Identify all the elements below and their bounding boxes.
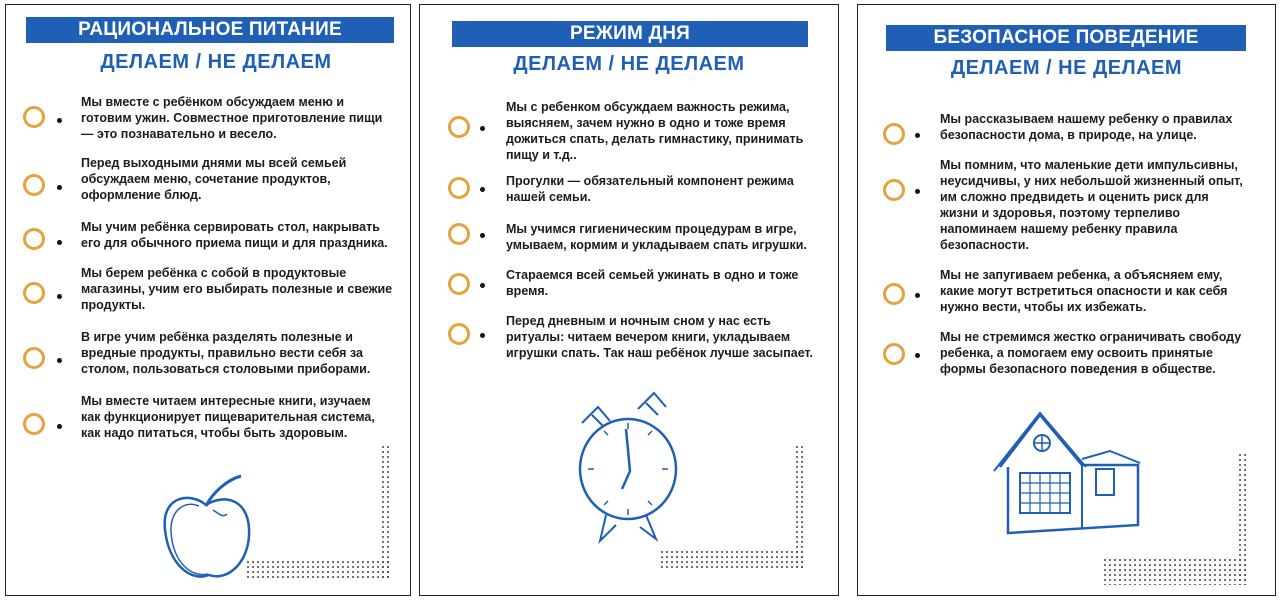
apple-icon <box>151 470 261 590</box>
bullet-circle-icon <box>23 347 45 369</box>
card-subtitle: ДЕЛАЕМ / НЕ ДЕЛАЕМ <box>100 51 332 73</box>
bullet-dot-icon <box>480 126 485 131</box>
bullet-circle-icon <box>448 323 470 345</box>
bullet-circle-icon <box>448 177 470 199</box>
bullet-dot-icon <box>915 133 920 138</box>
card-title: БЕЗОПАСНОЕ ПОВЕДЕНИЕ <box>886 25 1246 51</box>
bullet-dot-icon <box>57 424 62 429</box>
bullet-dot-icon <box>57 294 62 299</box>
bullet-circle-icon <box>883 123 905 145</box>
card-title: РЕЖИМ ДНЯ <box>452 21 808 47</box>
card-title: РАЦИОНАЛЬНОЕ ПИТАНИЕ <box>26 17 394 43</box>
dot-pattern-decoration <box>660 445 810 575</box>
bullet-dot-icon <box>915 353 920 358</box>
bullet-circle-icon <box>883 283 905 305</box>
bullet-dot-icon <box>480 233 485 238</box>
bullet-dot-icon <box>57 185 62 190</box>
bullet-circle-icon <box>448 273 470 295</box>
bullet-dot-icon <box>57 240 62 245</box>
bullet-dot-icon <box>915 189 920 194</box>
bullet-circle-icon <box>883 179 905 201</box>
bullet-circle-icon <box>23 174 45 196</box>
bullet-circle-icon <box>23 106 45 128</box>
bullet-dot-icon <box>480 333 485 338</box>
bullet-circle-icon <box>23 282 45 304</box>
bullet-circle-icon <box>448 116 470 138</box>
bullet-circle-icon <box>23 413 45 435</box>
card-safe-behavior: БЕЗОПАСНОЕ ПОВЕДЕНИЕ ДЕЛАЕМ / НЕ ДЕЛАЕМ Мы рассказываем нашему ребенку о правилах безопасности дома, в природе, на улице. Мы помним, что маленькие дети импульсивны, неусидчивы, у них небольшой жизненный опыт, им сложно предвидеть и оценить риск для жизни и здоровья, поэтому терпеливо напоминаем нашему ребенку правила безопасности. Мы не запугиваем ребенка, а объясняем ему, какие могут встретиться опасности и как себя нужно вести, чтобы их избежать. Мы не стремимся жестко ограничивать свободу ребенка, а помогаем ему освоить принятые формы безопасного поведения в обществе. <box>857 4 1276 596</box>
bullet-circle-icon <box>23 228 45 250</box>
bullet-circle-icon <box>448 223 470 245</box>
dot-pattern-decoration <box>1103 453 1253 589</box>
bullet-dot-icon <box>915 293 920 298</box>
bullet-dot-icon <box>480 283 485 288</box>
bullet-circle-icon <box>883 343 905 365</box>
bullet-dot-icon <box>57 358 62 363</box>
bullet-dot-icon <box>57 118 62 123</box>
bullet-dot-icon <box>480 187 485 192</box>
card-subtitle: ДЕЛАЕМ / НЕ ДЕЛАЕМ <box>950 57 1183 79</box>
card-daily-routine: РЕЖИМ ДНЯ ДЕЛАЕМ / НЕ ДЕЛАЕМ Мы с ребенком обсуждаем важность режима, выясняем, зачем нужно в одно и тоже время дожиться спать, делать гимнастику, принимать пищу и т.д.. Прогулки — обязательный компонент режима нашей семьи. Мы учимся гигиеническим процедурам в игре, умываем, кормим и укладываем спать игрушки. Стараемся всей семьей ужинать в одно и тоже время. Перед дневным и ночным сном у нас есть ритуалы: читаем вечером книги, укладываем игрушки спать. Так наш ребёнок лучше засыпает. <box>419 4 839 596</box>
dot-pattern-decoration <box>246 445 396 585</box>
card-subtitle: ДЕЛАЕМ / НЕ ДЕЛАЕМ <box>513 53 745 75</box>
card-nutrition: РАЦИОНАЛЬНОЕ ПИТАНИЕ ДЕЛАЕМ / НЕ ДЕЛАЕМ Мы вместе с ребёнком обсуждаем меню и готовим ужин. Совместное приготовление пищи — это познавательно и весело. Перед выходными днями мы всей семьей обсуждаем меню, сочетание продуктов, оформление блюд. Мы учим ребёнка сервировать стол, накрывать его для обычного приема пищи и для праздника. Мы берем ребёнка с собой в продуктовые магазины, учим его выбирать полезные и свежие продукты. В игре учим ребёнка разделять полезные и вредные продукты, правильно вести себя за столом, пользоваться столовыми приборами. Мы вместе читаем интересные книги, изучаем как функционирует пищеварительная система, как надо питаться, чтобы быть здоровым. <box>5 4 411 596</box>
